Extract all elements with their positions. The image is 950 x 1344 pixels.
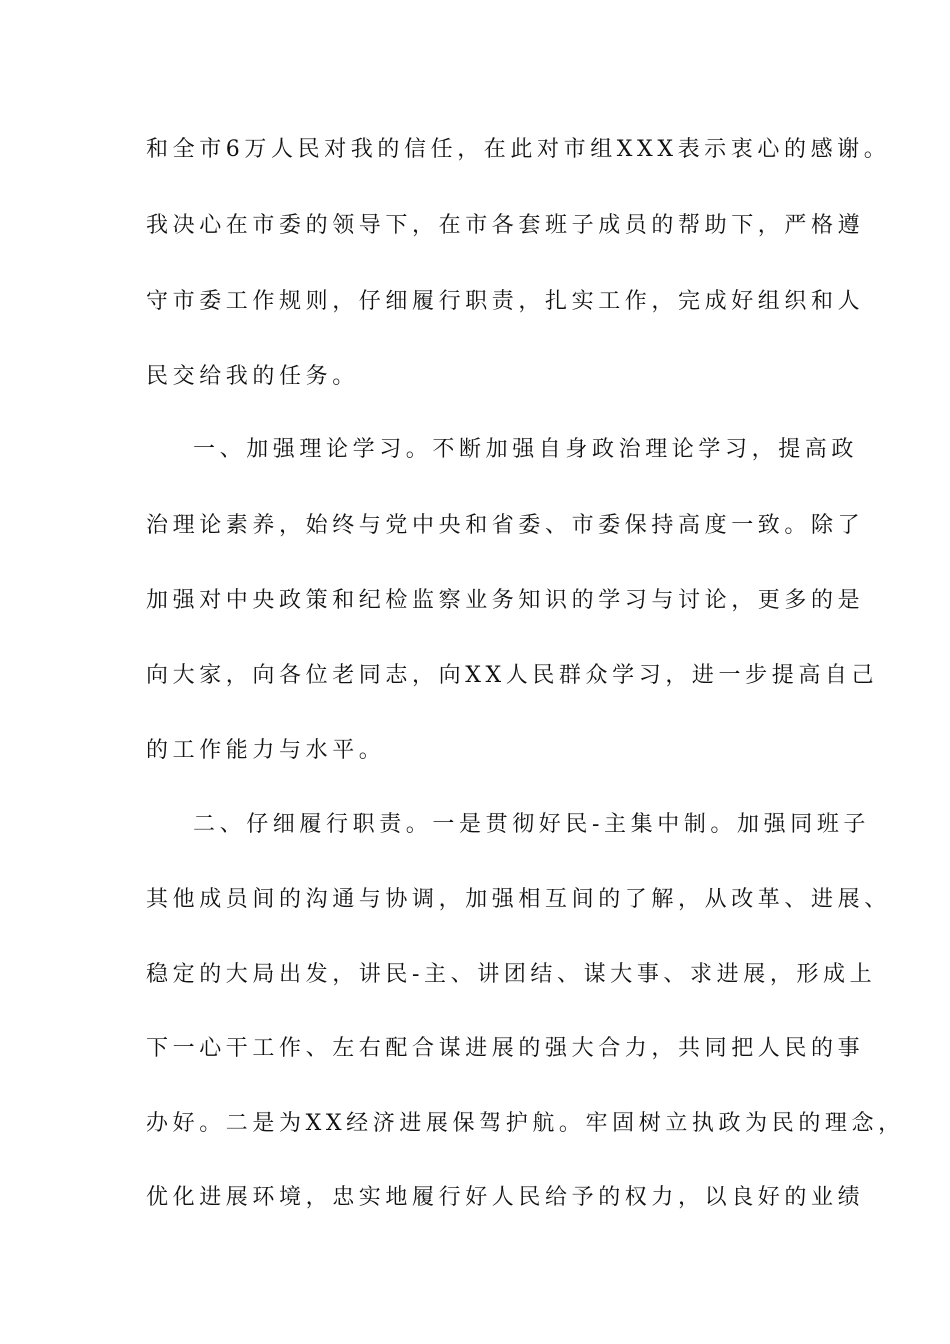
text-line: 的工作能力与水平。 (146, 738, 386, 763)
text-line: 下一心干工作、左右配合谋进展的强大合力，共同把人民的事 (146, 1036, 865, 1061)
text-line: 和全市6万人民对我的信任，在此对市组XXX表示衷心的感谢。 (146, 137, 891, 162)
text-line: 优化进展环境，忠实地履行好人民给予的权力，以良好的业绩 (146, 1185, 865, 1210)
text-line: 治理论素养，始终与党中央和省委、市委保持高度一致。除了 (146, 513, 865, 538)
text-line: 加强对中央政策和纪检监察业务知识的学习与讨论，更多的是 (146, 588, 865, 613)
text-line: 其他成员间的沟通与协调，加强相互间的了解，从改革、进展、 (146, 887, 891, 912)
text-line: 民交给我的任务。 (146, 364, 359, 389)
paragraph-first-line: 一、加强理论学习。不断加强自身政治理论学习，提高政 (193, 437, 859, 462)
paragraph-first-line: 二、仔细履行职责。一是贯彻好民-主集中制。加强同班子 (193, 812, 871, 837)
text-line: 办好。二是为XX经济进展保驾护航。牢固树立执政为民的理念， (146, 1111, 905, 1136)
text-line: 守市委工作规则，仔细履行职责，扎实工作，完成好组织和人 (146, 289, 865, 314)
text-line: 向大家，向各位老同志，向XX人民群众学习，进一步提高自己 (146, 663, 879, 688)
text-line: 我决心在市委的领导下，在市各套班子成员的帮助下，严格遵 (146, 213, 865, 238)
text-line: 稳定的大局出发，讲民-主、讲团结、谋大事、求进展，形成上 (146, 962, 877, 987)
